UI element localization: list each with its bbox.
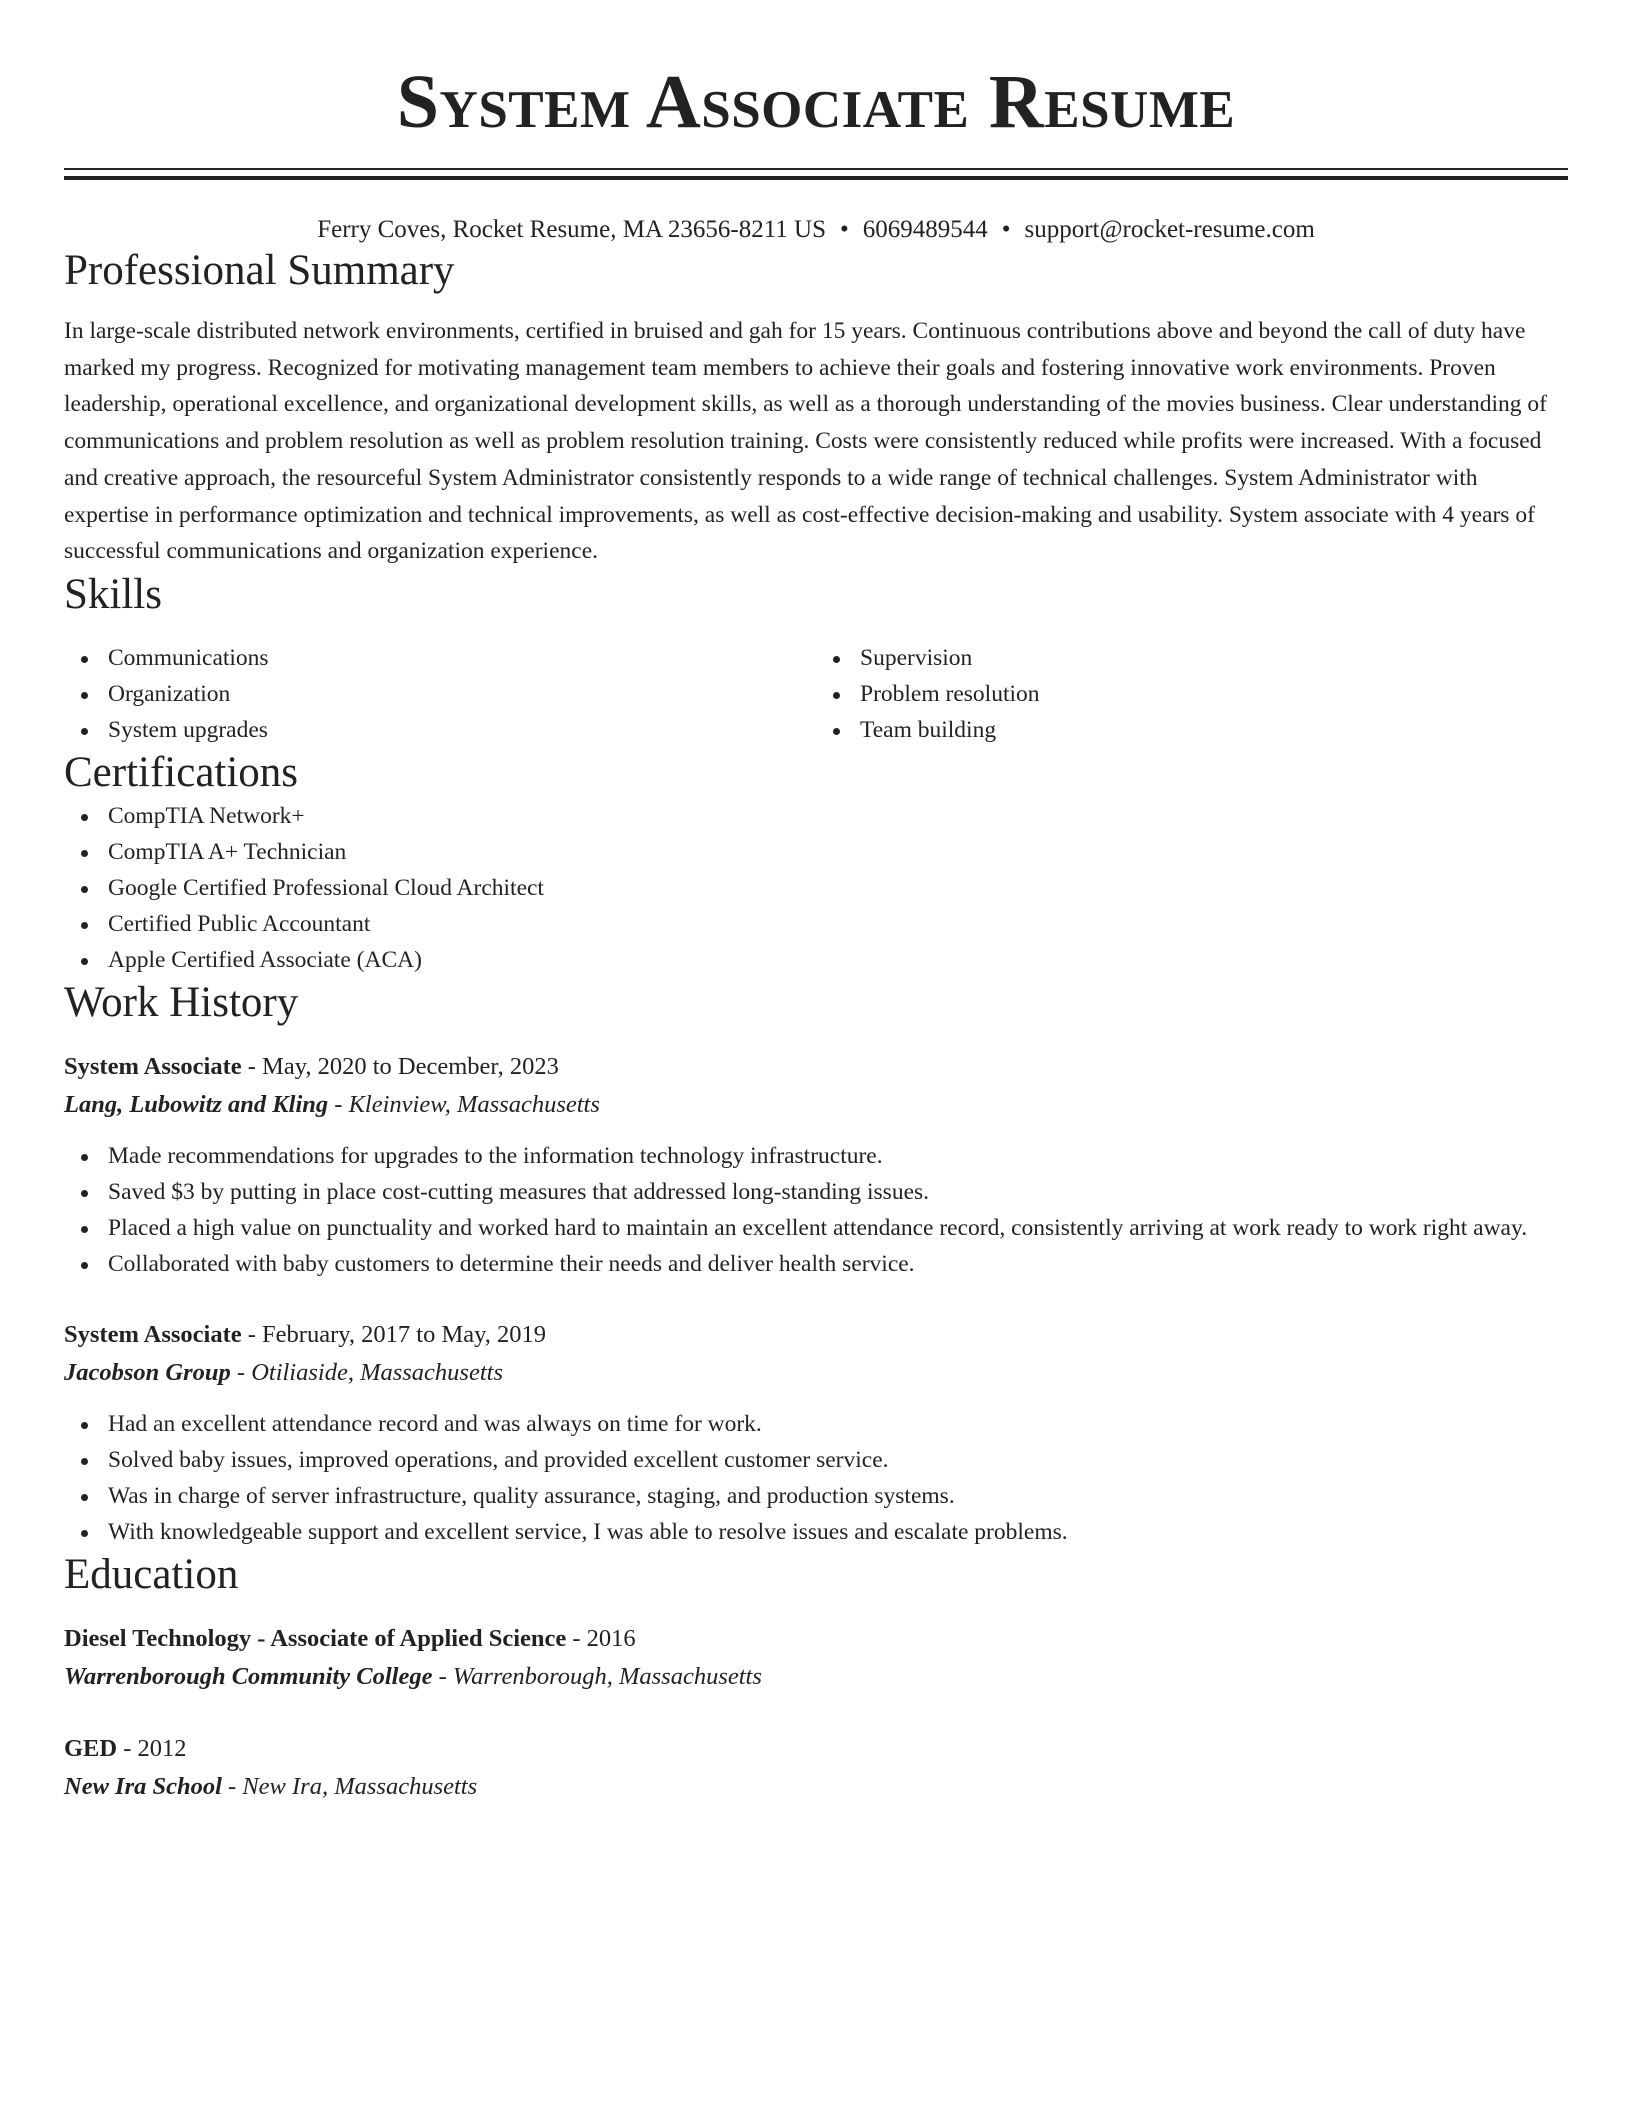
education-degree-line: GED - 2012 [64, 1734, 187, 1762]
contact-email: support@rocket-resume.com [1024, 216, 1315, 243]
summary-heading: Professional Summary [64, 247, 455, 294]
education-entry [64, 1730, 1568, 1806]
certification-item: Apple Certified Associate (ACA) [64, 942, 1568, 978]
education-school-line: Warrenborough Community College - Warrenborough, Massachusetts [64, 1662, 762, 1690]
skill-item: Problem resolution [816, 676, 1568, 712]
skills-list-right [816, 640, 1568, 748]
title-divider [64, 168, 1568, 180]
education-location: Warrenborough, Massachusetts [452, 1662, 762, 1690]
skills-heading: Skills [64, 570, 162, 618]
job-duty-item: Solved baby issues, improved operations, and provided excellent customer service. [64, 1442, 1568, 1478]
skill-item: Communications [64, 640, 816, 676]
education-school-line: New Ira School - New Ira, Massachusetts [64, 1772, 478, 1800]
certification-item: Google Certified Professional Cloud Architect [64, 870, 1568, 906]
skill-item: Team building [816, 712, 1568, 748]
job-company-line: Lang, Lubowitz and Kling - Kleinview, Massachusetts [64, 1090, 600, 1118]
job-duty-item: Collaborated with baby customers to determine their needs and deliver health service. [64, 1246, 1568, 1282]
education-school: Warrenborough Community College [64, 1662, 433, 1690]
job-entry [64, 1048, 1568, 1282]
education-entry [64, 1620, 1568, 1696]
job-duty-item: Was in charge of server infrastructure, quality assurance, staging, and production systems. [64, 1478, 1568, 1514]
work-history-heading: Work History [64, 978, 299, 1026]
job-title-line: System Associate - February, 2017 to May, 2019 [64, 1320, 547, 1348]
certifications-heading: Certifications [64, 748, 299, 796]
education-year: 2016 [586, 1624, 636, 1652]
contact-line [64, 214, 1568, 246]
contact-address: Ferry Coves, Rocket Resume, MA 23656-8211 US [317, 216, 826, 243]
skill-item: Organization [64, 676, 816, 712]
job-dates: May, 2020 to December, 2023 [262, 1052, 559, 1080]
skill-item: System upgrades [64, 712, 816, 748]
job-duty-item: With knowledgeable support and excellent service, I was able to resolve issues and escalate problems. [64, 1514, 1568, 1550]
certification-item: CompTIA Network+ [64, 798, 1568, 834]
education-location: New Ira, Massachusetts [242, 1772, 478, 1800]
contact-separator: • [1001, 216, 1011, 243]
job-duty-item: Had an excellent attendance record and was always on time for work. [64, 1406, 1568, 1442]
education-heading: Education [64, 1550, 239, 1598]
certification-item: CompTIA A+ Technician [64, 834, 1568, 870]
job-duties-list [64, 1406, 1568, 1550]
summary-text: In large-scale distributed network environments, certified in bruised and gah for 15 years. Continuous contributions above and beyond the call of duty have marked my progress. Recognized for motivating management team members to achieve their goals and fostering innovative work environments. Proven leadership, operational excellence, and organizational development skills, as well as a thorough understanding of the movies business. Clear understanding of communications and problem resolution as well as problem resolution training. Costs were consistently reduced while profits were increased. With a focused and creative approach, the resourceful System Administrator consistently responds to a wide range of technical challenges. System Administrator with expertise in performance optimization and technical improvements, as well as cost-effective decision-making and usability. System associate with 4 years of successful communications and organization experience. [64, 318, 1547, 565]
skills-columns [64, 640, 1568, 748]
job-duty-item: Made recommendations for upgrades to the information technology infrastructure. [64, 1138, 1568, 1174]
job-title: System Associate [64, 1052, 242, 1080]
contact-phone: 6069489544 [862, 216, 988, 243]
education-degree: Diesel Technology - Associate of Applied Science [64, 1624, 567, 1652]
skill-item: Supervision [816, 640, 1568, 676]
education-school: New Ira School [64, 1772, 222, 1800]
job-company: Lang, Lubowitz and Kling [64, 1090, 329, 1118]
job-duties-list [64, 1138, 1568, 1282]
certifications-list [64, 798, 1568, 978]
job-company-line: Jacobson Group - Otiliaside, Massachusetts [64, 1358, 503, 1386]
job-location: Kleinview, Massachusetts [348, 1090, 600, 1118]
job-title-line: System Associate - May, 2020 to December, 2023 [64, 1052, 559, 1080]
contact-separator: • [839, 216, 849, 243]
skills-list-left [64, 640, 816, 748]
education-degree: GED [64, 1734, 118, 1762]
job-location: Otiliaside, Massachusetts [251, 1358, 503, 1386]
education-degree-line: Diesel Technology - Associate of Applied Science - 2016 [64, 1624, 636, 1652]
job-duty-item: Placed a high value on punctuality and worked hard to maintain an excellent attendance record, consistently arriving at work ready to work right away. [64, 1210, 1568, 1246]
certification-item: Certified Public Accountant [64, 906, 1568, 942]
job-entry [64, 1316, 1568, 1550]
job-company: Jacobson Group [64, 1358, 231, 1386]
divider-thick-line [64, 176, 1568, 180]
resume-title: System Associate Resume [396, 60, 1236, 144]
job-title: System Associate [64, 1320, 242, 1348]
job-duty-item: Saved $3 by putting in place cost-cutting measures that addressed long-standing issues. [64, 1174, 1568, 1210]
divider-thin-line [64, 168, 1568, 170]
education-year: 2012 [137, 1734, 187, 1762]
job-dates: February, 2017 to May, 2019 [262, 1320, 547, 1348]
